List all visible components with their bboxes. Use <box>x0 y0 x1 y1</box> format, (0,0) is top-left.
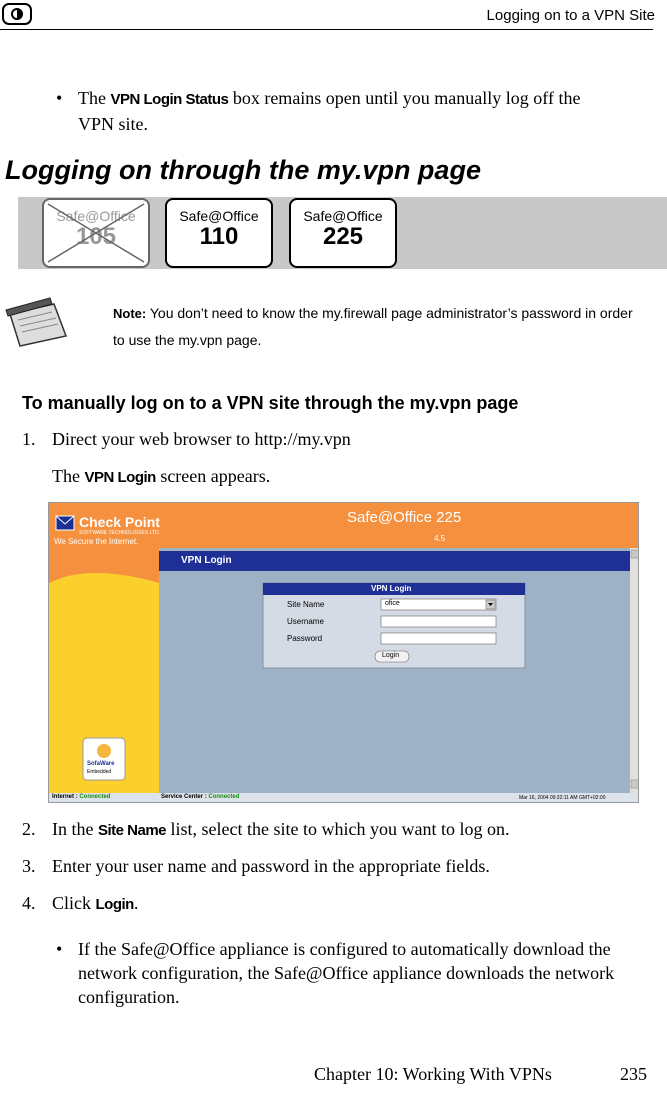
shot-brand-sub: SOFTWARE TECHNOLOGIES LTD. <box>79 530 161 536</box>
shot-status-time: Mar 16, 2004 09:32:11 AM GMT+02:00 <box>519 795 606 801</box>
step-1: 1. Direct your web browser to http://my.vpn <box>22 429 351 449</box>
product-badge-110: Safe@Office 110 <box>165 198 273 268</box>
chapter-icon <box>2 3 32 25</box>
shot-form-title: VPN Login <box>371 584 412 593</box>
shot-status-internet: Internet : Connected <box>52 794 111 800</box>
shot-site-label: Site Name <box>287 600 325 609</box>
crossed-out-icon <box>44 200 148 266</box>
shot-user-label: Username <box>287 617 324 626</box>
shot-logo-sub: Embedded <box>87 769 112 775</box>
shot-username-input[interactable] <box>381 616 496 627</box>
bullet-item: • The VPN Login Status box remains open until you manually log off the VPN site. <box>56 88 581 134</box>
product-badge-105: Safe@Office 105 <box>42 198 150 268</box>
step-4: 4. Click Login. <box>22 893 139 913</box>
shot-login-button[interactable]: Login <box>382 652 400 659</box>
vpn-login-screenshot <box>48 502 639 803</box>
term-vpn-login-status: VPN Login Status <box>110 91 229 108</box>
shot-status-service: Service Center : Connected <box>161 794 240 800</box>
product-badge-225: Safe@Office 225 <box>289 198 397 268</box>
section-title: Logging on through the my.vpn page <box>5 155 481 185</box>
shot-product: Safe@Office 225 <box>347 509 462 526</box>
step-1-result: The VPN Login screen appears. <box>52 466 271 486</box>
step-3: 3. Enter your user name and password in the appropriate fields. <box>22 856 490 876</box>
shot-page-tab: VPN Login <box>181 555 232 566</box>
shot-brand: Check Point <box>79 514 160 530</box>
shot-tagline: We Secure the Internet. <box>54 537 139 546</box>
shot-version: 4.5 <box>434 534 446 543</box>
step-2: 2. In the Site Name list, select the site to which you want to log on. <box>22 819 510 839</box>
note-text: Note: You don’t need to know the my.firewall page administrator’s password in order to use the my.vpn page. <box>113 305 633 348</box>
page-number: 235 <box>620 1064 647 1084</box>
screenshot-drawing <box>49 503 639 803</box>
note-pencil-icon <box>4 296 70 350</box>
shot-logo-name: SofaWare <box>87 761 115 767</box>
shot-pass-label: Password <box>287 634 323 643</box>
shot-site-select[interactable]: ofice <box>385 600 400 607</box>
bullet-item: • If the Safe@Office appliance is configured to automatically download the network configuration, the Safe@Office appliance downloads the network configuration. <box>56 939 615 1007</box>
footer-chapter: Chapter 10: Working With VPNs <box>314 1064 552 1084</box>
shot-password-input[interactable] <box>381 633 496 644</box>
procedure-title: To manually log on to a VPN site through the my.vpn page <box>22 393 519 413</box>
header-rule <box>0 29 653 30</box>
running-header: Logging on to a VPN Site <box>486 7 655 24</box>
